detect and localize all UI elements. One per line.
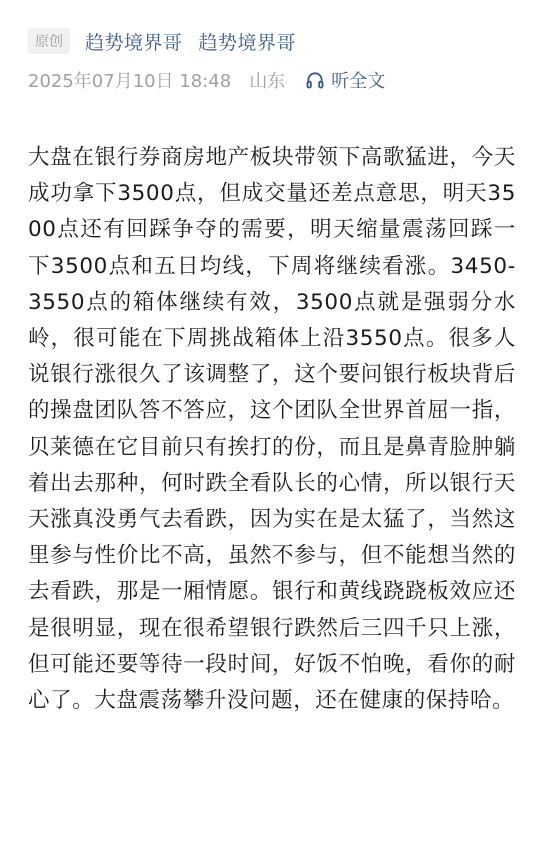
publish-datetime: 2025年07月10日 18:48 <box>28 71 232 92</box>
listen-full-text-label: 听全文 <box>331 71 386 92</box>
title-remnant <box>28 0 328 4</box>
publish-location: 山东 <box>249 71 286 92</box>
author-name-link-secondary[interactable]: 趋势境界哥 <box>198 31 297 54</box>
listen-full-text-button[interactable] <box>305 67 385 93</box>
author-name-link[interactable]: 趋势境界哥 <box>85 31 183 54</box>
original-badge: 原创 <box>28 28 70 54</box>
headphones-icon <box>305 70 325 90</box>
article-body: 大盘在银行券商房地产板块带领下高歌猛进，今天成功拿下3500点，但成交量还差点意思，明天3500点还有回踩争夺的需要，明天缩量震荡回踩一下3500点和五日均线，下周将继续看涨。3450-3550点的箱体继续有效，3500点就是强弱分水岭，很可能在下周挑战箱体上沿3550点。很多人说银行涨很久了该调整了，这个要问银行板块背后的操盘团队答不答应，这个团队全世界首屈一指，贝莱德在它目前只有挨打的份，而且是鼻青脸肿躺着出去那种，何时跌全看队长的心情，所以银行天天涨真没勇气去看跌，因为实在是太猛了，当然这里参与性价比不高，虽然不参与，但不能想当然的去看跌，那是一厢情愿。银行和黄线跷跷板效应还是很明显，现在很希望银行跌然后三四千只上涨，但可能还要等待一段时间，好饭不怕晚，看你的耐心了。大盘震荡攀升没问题，还在健康的保持哈。 <box>28 145 516 714</box>
publish-info-row <box>28 66 385 94</box>
author-row <box>28 27 296 55</box>
